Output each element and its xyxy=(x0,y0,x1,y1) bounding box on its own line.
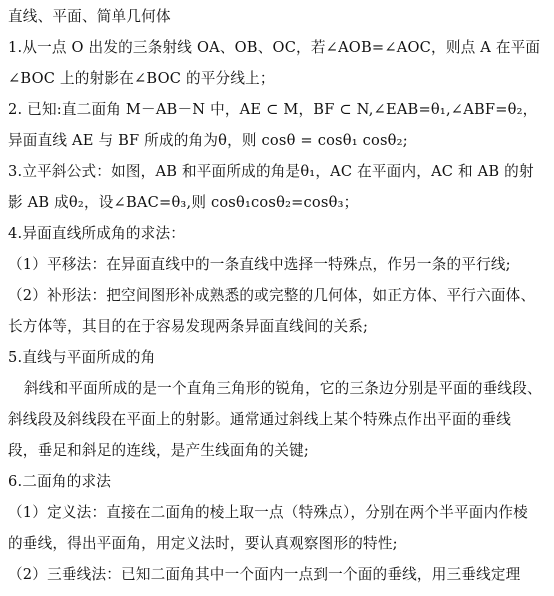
line-2: ∠BOC 上的射影在∠BOC 的平分线上； xyxy=(8,70,275,87)
line-13: 斜线段及斜线段在平面上的射影。通常通过斜线上某个特殊点作出平面的垂线 xyxy=(8,411,511,428)
line-10: 长方体等，其目的在于容易发现两条异面直线间的关系; xyxy=(8,318,369,335)
line-16: （1）定义法：直接在二面角的棱上取一点（特殊点），分别在两个半平面内作棱 xyxy=(8,504,528,521)
line-5: 3.立平斜公式：如图，AB 和平面所成的角是θ₁，AC 在平面内，AC 和 AB 的射 xyxy=(8,163,534,180)
line-9: （2）补形法：把空间图形补成熟悉的或完整的几何体，如正方体、平行六面体、 xyxy=(8,287,536,304)
line-18: （2）三垂线法：已知二面角其中一个面内一点到一个面的垂线，用三垂线定理 xyxy=(8,566,521,583)
line-11: 5.直线与平面所成的角 xyxy=(8,349,156,366)
line-14: 段，垂足和斜足的连线，是产生线面角的关键; xyxy=(8,442,309,459)
line-6: 影 AB 成θ₂，设∠BAC=θ₃,则 cosθ₁cosθ₂=cosθ₃； xyxy=(8,194,359,211)
line-8: （1）平移法：在异面直线中的一条直线中选择一特殊点，作另一条的平行线; xyxy=(8,256,511,273)
line-7: 4.异面直线所成角的求法： xyxy=(8,225,186,242)
line-17: 的垂线，得出平面角，用定义法时，要认真观察图形的特性; xyxy=(8,535,398,552)
line-1: 1.从一点 O 出发的三条射线 OA、OB、OC，若∠AOB=∠AOC，则点 A 在平面 xyxy=(8,39,541,56)
line-12: 斜线和平面所成的是一个直角三角形的锐角，它的三条边分别是平面的垂线段、 xyxy=(24,380,542,397)
line-4: 异面直线 AE 与 BF 所成的角为θ，则 cosθ = cosθ₁ cosθ₂; xyxy=(8,132,408,149)
line-3: 2. 已知:直二面角 M－AB－N 中，AE ⊂ M，BF ⊂ N,∠EAB=θ₁,∠ABF=θ₂， xyxy=(8,101,538,118)
document-title: 直线、平面、简单几何体 xyxy=(8,8,171,25)
line-15: 6.二面角的求法 xyxy=(8,473,112,490)
